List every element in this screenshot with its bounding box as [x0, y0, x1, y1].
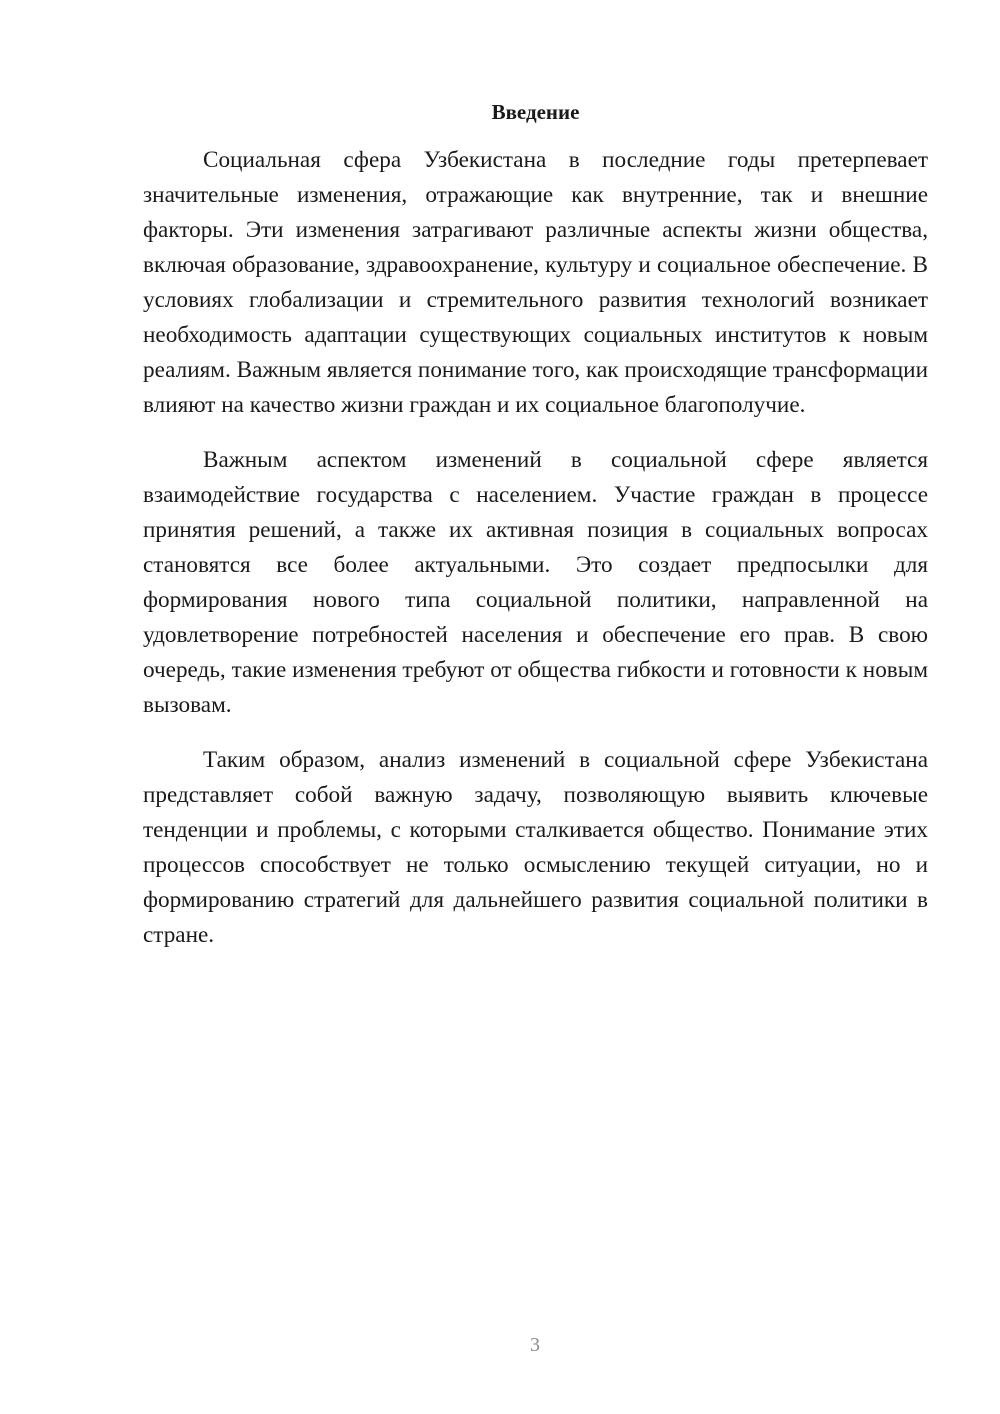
document-body	[143, 143, 928, 973]
paragraph-2: Важным аспектом изменений в социальной сфере является взаимодействие государства с населением. Участие граждан в процессе принятия решений, а также их активная позиция в социальных вопросах становятся все более актуальными. Это создает предпосылки для формирования нового типа социальной политики, направленной на удовлетворение потребностей населения и обеспечение его прав. В свою очередь, такие изменения требуют от общества гибкости и готовности к новым вызовам.	[143, 447, 928, 718]
page-title: Введение	[491, 100, 580, 124]
page-number: 3	[530, 1334, 540, 1356]
paragraph-1: Социальная сфера Узбекистана в последние годы претерпевает значительные изменения, отражающие как внутренние, так и внешние факторы. Эти изменения затрагивают различные аспекты жизни общества, включая образование, здравоохранение, культуру и социальное обеспечение. В условиях глобализации и стремительного развития технологий возникает необходимость адаптации существующих социальных институтов к новым реалиям. Важным является понимание того, как происходящие трансформации влияют на качество жизни граждан и их социальное благополучие.	[143, 147, 928, 418]
paragraph-3: Таким образом, анализ изменений в социальной сфере Узбекистана представляет собой важную задачу, позволяющую выявить ключевые тенденции и проблемы, с которыми сталкивается общество. Понимание этих процессов способствует не только осмыслению текущей ситуации, но и формированию стратегий для дальнейшего развития социальной политики в стране.	[143, 747, 928, 948]
